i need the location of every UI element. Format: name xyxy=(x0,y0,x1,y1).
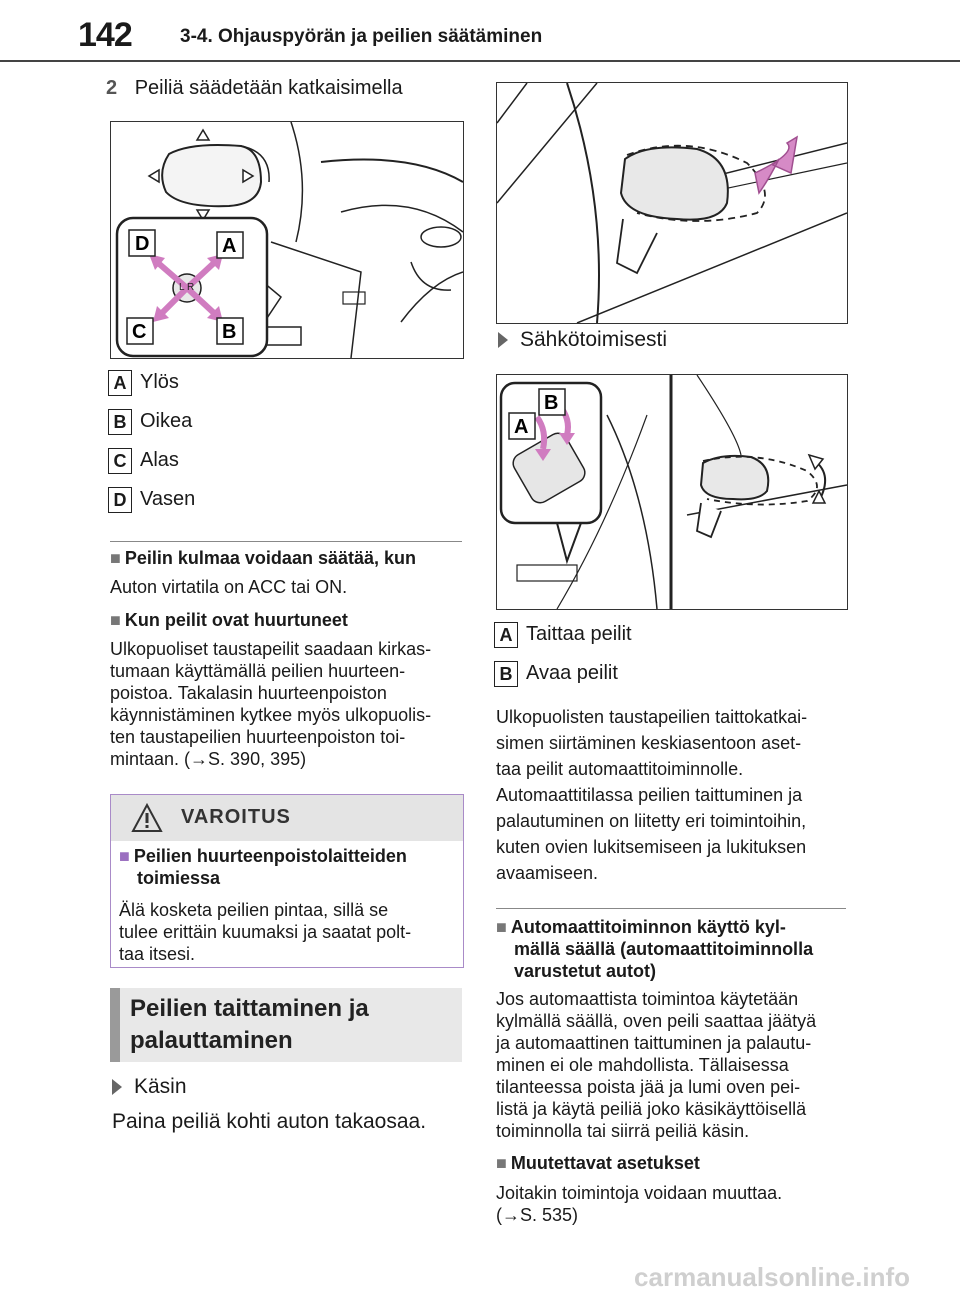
label-letter: D xyxy=(108,487,132,513)
label-text: Ylös xyxy=(140,371,179,393)
manual-title xyxy=(112,1075,187,1099)
arrow-bullet-icon xyxy=(112,1079,122,1095)
text-line: Ulkopuoliset taustapeilit saadaan kirkas- xyxy=(110,639,432,659)
label-a xyxy=(108,368,195,396)
text-line: Peilien huurteenpoistolaitteiden xyxy=(133,846,407,866)
watermark: carmanualsonline.info xyxy=(634,1262,910,1292)
text-line: avaamiseen. xyxy=(496,863,599,883)
sec3-title: ■ Automaattitoiminnon käyttö kyl- mällä säällä (automaattitoiminnolla varustetut autot) xyxy=(496,917,814,981)
sec2-title: ■ Kun peilit ovat huurtuneet xyxy=(110,610,348,630)
label-list xyxy=(108,368,195,513)
text-line: poistoa. Takalasin huurteenpoiston xyxy=(110,683,387,703)
text-line: mintaan. (→S. 390, 395) xyxy=(110,749,307,769)
electric-title xyxy=(498,328,667,352)
text-line: mällä säällä (automaattitoiminnolla xyxy=(514,939,814,959)
text-line: (→S. 535) xyxy=(496,1205,579,1225)
sec4-title-text: Muutettavat asetukset xyxy=(510,1153,700,1173)
callout-a: A xyxy=(514,416,529,438)
header-rule xyxy=(0,60,960,62)
step-2 xyxy=(106,76,403,100)
text-line: Peilien taittaminen ja xyxy=(130,995,369,1022)
mirror-switch-illustration xyxy=(111,122,463,358)
text-line: toiminnolla tai siirrä peiliä käsin. xyxy=(496,1121,750,1141)
callout-b: B xyxy=(222,321,237,343)
mirror-fold-figure xyxy=(496,82,848,324)
warning-body xyxy=(119,899,411,965)
label-text: Taittaa peilit xyxy=(526,623,632,645)
mirror-switch-figure xyxy=(110,121,464,359)
sec1-title: ■ Peilin kulmaa voidaan säätää, kun xyxy=(110,548,416,568)
arrow-bullet-icon xyxy=(498,332,508,348)
label-letter: C xyxy=(108,448,132,474)
sec4-body xyxy=(496,1182,782,1226)
label-c xyxy=(108,446,195,474)
page-number: 142 xyxy=(78,16,132,54)
electric-title-text: Sähkötoimisesti xyxy=(520,328,668,351)
text-line: palautuminen on liitetty eri toimintoihin, xyxy=(496,811,807,831)
divider xyxy=(110,541,462,542)
sec4-title: ■ Muutettavat asetukset xyxy=(496,1153,700,1173)
manual-title-text: Käsin xyxy=(134,1075,187,1098)
callout-c: C xyxy=(132,321,147,343)
text-line: ten taustapeilien huurteenpoiston toi- xyxy=(110,727,406,747)
step-text: Peiliä säädetään katkaisimella xyxy=(134,77,403,99)
label-letter: A xyxy=(494,622,518,648)
label-text: Alas xyxy=(140,449,179,471)
warning-header xyxy=(111,795,463,841)
fold-switch-figure xyxy=(496,374,848,610)
text-line: taa itsesi. xyxy=(119,944,196,964)
text-line: tilanteessa poista jää ja lumi oven pei- xyxy=(496,1077,801,1097)
fold-label-list xyxy=(494,620,632,687)
label-b xyxy=(108,407,195,435)
callout-a: A xyxy=(222,235,237,257)
auto-mode-paragraph xyxy=(496,704,807,886)
text-line: simen siirtäminen keskiasentoon aset- xyxy=(496,733,802,753)
label-d xyxy=(108,485,195,513)
label-letter: B xyxy=(494,661,518,687)
mirror-fold-illustration xyxy=(497,83,847,323)
text-line: kuten ovien lukitsemiseen ja lukituksen xyxy=(496,837,807,857)
label-a xyxy=(494,620,632,648)
label-letter: A xyxy=(108,370,132,396)
manual-text: Paina peiliä kohti auton takaosaa. xyxy=(112,1110,427,1133)
sec3-body xyxy=(496,988,816,1142)
text-line: tumaan käyttämällä peilien huurteen- xyxy=(110,661,406,681)
text-line: varustetut autot) xyxy=(514,961,657,981)
callout-b: B xyxy=(544,392,559,414)
text-line: taa peilit automaattitoiminnolle. xyxy=(496,759,744,779)
text-line: Automaattitilassa peilien taittuminen ja xyxy=(496,785,803,805)
label-text: Vasen xyxy=(140,488,196,510)
sec2-body xyxy=(110,638,470,770)
text-line: palauttaminen xyxy=(130,1027,293,1054)
label-letter: B xyxy=(108,409,132,435)
label-text: Avaa peilit xyxy=(526,662,618,684)
text-line: Automaattitoiminnon käyttö kyl- xyxy=(510,917,786,937)
section-box-title xyxy=(130,993,369,1057)
text-line: Älä kosketa peilien pintaa, sillä se xyxy=(119,900,389,920)
text-line: ja automaattinen taittuminen ja palautu- xyxy=(496,1033,812,1053)
text-line: tulee erittäin kuumaksi ja saatat polt- xyxy=(119,922,412,942)
callout-d: D xyxy=(135,233,150,255)
label-b xyxy=(494,659,632,687)
sec1-body: Auton virtatila on ACC tai ON. xyxy=(110,577,348,597)
section-box xyxy=(110,988,462,1062)
sec1-title-text: Peilin kulmaa voidaan säätää, kun xyxy=(124,548,416,568)
text-line: käynnistäminen kytkee myös ulkopuolis- xyxy=(110,705,432,725)
text-line: listä ja käytä peiliä joko käsikäyttöisellä xyxy=(496,1099,807,1119)
fold-switch-illustration xyxy=(497,375,847,609)
divider xyxy=(496,908,846,909)
section-title: 3-4. Ohjauspyörän ja peilien säätäminen xyxy=(180,26,543,47)
text-line: toimiessa xyxy=(137,868,221,888)
label-text: Oikea xyxy=(140,410,193,432)
text-line: Ulkopuolisten taustapeilien taittokatkai- xyxy=(496,707,808,727)
knob-letters: L R xyxy=(179,282,195,293)
sec2-title-text: Kun peilit ovat huurtuneet xyxy=(124,610,348,630)
step-number: 2 xyxy=(106,77,118,99)
text-line: kylmällä säällä, oven peili saattaa jäätyä xyxy=(496,1011,817,1031)
warning-box xyxy=(110,794,464,968)
text-line: Jos automaattista toimintoa käytetään xyxy=(496,989,799,1009)
text-line: Joitakin toimintoja voidaan muuttaa. xyxy=(496,1183,783,1203)
warning-title: VAROITUS xyxy=(181,806,291,828)
text-line: minen ei ole mahdollista. Tällaisessa xyxy=(496,1055,789,1075)
warning-heading: ■ Peilien huurteenpoistolaitteiden toimiessa xyxy=(119,846,407,888)
warning-triangle-icon xyxy=(131,803,163,833)
